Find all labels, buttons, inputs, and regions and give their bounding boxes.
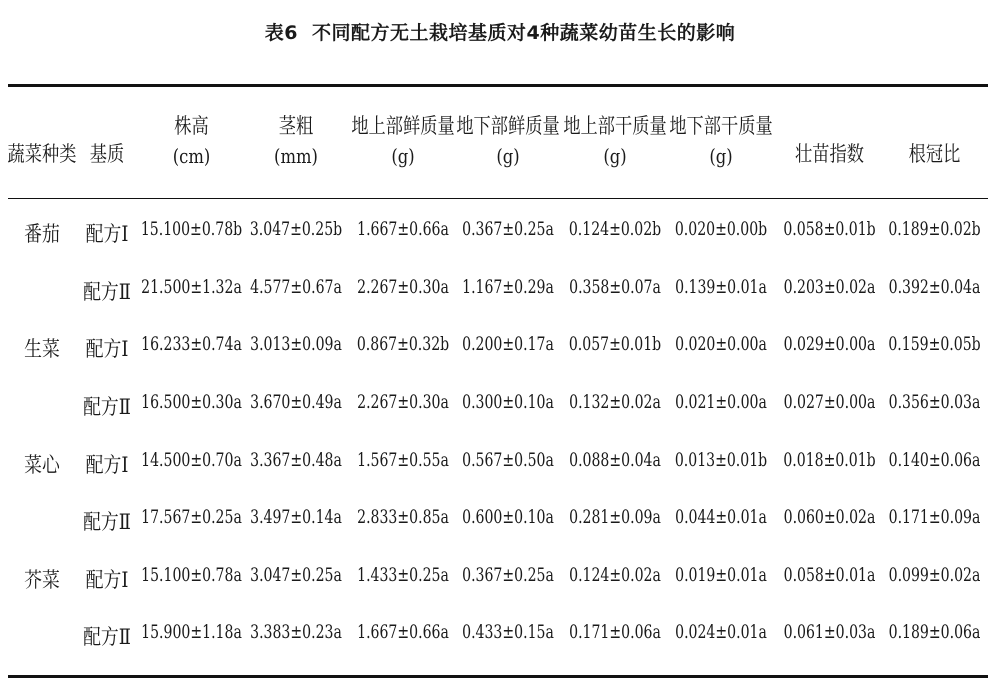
column-header-label: 茎粗 bbox=[278, 114, 314, 138]
value-cell: 0.018±0.01b bbox=[782, 449, 876, 471]
value-cell: 0.367±0.25a bbox=[462, 218, 554, 240]
value-cell: 3.497±0.14a bbox=[250, 506, 342, 528]
vegetable-cell: 菜心 bbox=[24, 453, 60, 477]
value-cell: 0.061±0.03a bbox=[783, 621, 875, 643]
substrate-cell: 配方Ⅰ bbox=[85, 453, 129, 477]
value-cell: 0.567±0.50a bbox=[462, 449, 554, 471]
column-header-unit: (g) bbox=[709, 144, 733, 168]
value-cell: 0.356±0.03a bbox=[888, 391, 980, 413]
value-cell: 0.189±0.02b bbox=[887, 218, 981, 240]
value-cell: 0.140±0.06a bbox=[888, 449, 980, 471]
column-header-label: 壮苗指数 bbox=[794, 142, 864, 166]
value-cell: 0.044±0.01a bbox=[675, 506, 767, 528]
value-cell: 0.060±0.02a bbox=[783, 506, 875, 528]
value-cell: 15.100±0.78b bbox=[140, 218, 242, 240]
value-cell: 0.367±0.25a bbox=[462, 564, 554, 586]
column-header-unit: (g) bbox=[391, 144, 415, 168]
value-cell: 0.057±0.01b bbox=[568, 333, 662, 355]
value-cell: 2.267±0.30a bbox=[357, 391, 449, 413]
substrate-cell: 配方Ⅰ bbox=[85, 337, 129, 361]
value-cell: 0.281±0.09a bbox=[569, 506, 661, 528]
value-cell: 0.020±0.00b bbox=[674, 218, 768, 240]
substrate-cell: 配方Ⅰ bbox=[85, 568, 129, 592]
value-cell: 3.013±0.09a bbox=[250, 333, 342, 355]
value-cell: 0.088±0.04a bbox=[569, 449, 661, 471]
column-header-label: 地上部干质量 bbox=[563, 114, 667, 138]
value-cell: 0.021±0.00a bbox=[675, 391, 767, 413]
column-header-label: 蔬菜种类 bbox=[7, 142, 77, 166]
value-cell: 0.139±0.01a bbox=[675, 276, 767, 298]
vegetable-cell: 番茄 bbox=[24, 222, 60, 246]
substrate-cell: 配方Ⅱ bbox=[83, 280, 131, 304]
value-cell: 0.132±0.02a bbox=[569, 391, 661, 413]
value-cell: 1.433±0.25a bbox=[357, 564, 449, 586]
bottom-rule bbox=[8, 675, 988, 678]
value-cell: 0.171±0.09a bbox=[888, 506, 980, 528]
value-cell: 0.019±0.01a bbox=[675, 564, 767, 586]
value-cell: 0.392±0.04a bbox=[888, 276, 980, 298]
column-header-unit: (g) bbox=[603, 144, 627, 168]
value-cell: 0.058±0.01b bbox=[782, 218, 876, 240]
column-header-label: 地下部干质量 bbox=[669, 114, 773, 138]
value-cell: 3.367±0.48a bbox=[250, 449, 342, 471]
value-cell: 0.433±0.15a bbox=[462, 621, 554, 643]
value-cell: 0.300±0.10a bbox=[462, 391, 554, 413]
value-cell: 0.159±0.05b bbox=[887, 333, 981, 355]
substrate-cell: 配方Ⅰ bbox=[85, 222, 129, 246]
value-cell: 0.058±0.01a bbox=[783, 564, 875, 586]
header-rule bbox=[8, 198, 988, 199]
value-cell: 1.667±0.66a bbox=[357, 218, 449, 240]
value-cell: 1.567±0.55a bbox=[357, 449, 449, 471]
column-header-label: 株高 bbox=[173, 114, 209, 138]
value-cell: 16.500±0.30a bbox=[140, 391, 242, 413]
substrate-cell: 配方Ⅱ bbox=[83, 395, 131, 419]
table-number: 表6 bbox=[264, 22, 298, 44]
value-cell: 3.047±0.25a bbox=[250, 564, 342, 586]
column-header bbox=[862, 138, 1000, 168]
value-cell: 3.383±0.23a bbox=[250, 621, 342, 643]
column-header-label: 地下部鲜质量 bbox=[456, 114, 560, 138]
value-cell: 0.024±0.01a bbox=[675, 621, 767, 643]
value-cell: 0.029±0.00a bbox=[783, 333, 875, 355]
value-cell: 1.667±0.66a bbox=[357, 621, 449, 643]
value-cell: 21.500±1.32a bbox=[140, 276, 242, 298]
value-cell: 3.047±0.25b bbox=[249, 218, 343, 240]
substrate-cell: 配方Ⅱ bbox=[83, 625, 131, 649]
value-cell: 0.600±0.10a bbox=[462, 506, 554, 528]
value-cell: 2.267±0.30a bbox=[357, 276, 449, 298]
value-cell: 0.013±0.01b bbox=[674, 449, 768, 471]
value-cell: 4.577±0.67a bbox=[250, 276, 342, 298]
column-header-unit: (cm) bbox=[172, 144, 210, 168]
value-cell: 16.233±0.74a bbox=[140, 333, 242, 355]
column-header-unit: (mm) bbox=[274, 144, 318, 168]
value-cell: 0.203±0.02a bbox=[783, 276, 875, 298]
value-cell: 2.833±0.85a bbox=[357, 506, 449, 528]
value-cell: 0.358±0.07a bbox=[569, 276, 661, 298]
value-cell: 0.171±0.06a bbox=[569, 621, 661, 643]
value-cell: 17.567±0.25a bbox=[140, 506, 242, 528]
substrate-cell: 配方Ⅱ bbox=[83, 510, 131, 534]
value-cell: 0.867±0.32b bbox=[356, 333, 450, 355]
table-caption: 不同配方无土栽培基质对4种蔬菜幼苗生长的影响 bbox=[312, 22, 736, 44]
value-cell: 15.100±0.78a bbox=[140, 564, 242, 586]
value-cell: 14.500±0.70a bbox=[140, 449, 242, 471]
value-cell: 0.124±0.02b bbox=[568, 218, 662, 240]
column-header-unit: (g) bbox=[496, 144, 520, 168]
column-header-label: 根冠比 bbox=[908, 142, 960, 166]
value-cell: 0.027±0.00a bbox=[783, 391, 875, 413]
value-cell: 0.099±0.02a bbox=[888, 564, 980, 586]
column-header-label: 地上部鲜质量 bbox=[351, 114, 455, 138]
top-rule bbox=[8, 84, 988, 87]
value-cell: 0.124±0.02a bbox=[569, 564, 661, 586]
vegetable-cell: 生菜 bbox=[24, 337, 60, 361]
value-cell: 0.020±0.00a bbox=[675, 333, 767, 355]
table-title bbox=[0, 18, 1000, 45]
value-cell: 15.900±1.18a bbox=[140, 621, 242, 643]
value-cell: 0.200±0.17a bbox=[462, 333, 554, 355]
vegetable-cell: 芥菜 bbox=[24, 568, 60, 592]
column-header-label: 基质 bbox=[89, 142, 125, 166]
value-cell: 1.167±0.29a bbox=[462, 276, 554, 298]
value-cell: 3.670±0.49a bbox=[250, 391, 342, 413]
value-cell: 0.189±0.06a bbox=[888, 621, 980, 643]
